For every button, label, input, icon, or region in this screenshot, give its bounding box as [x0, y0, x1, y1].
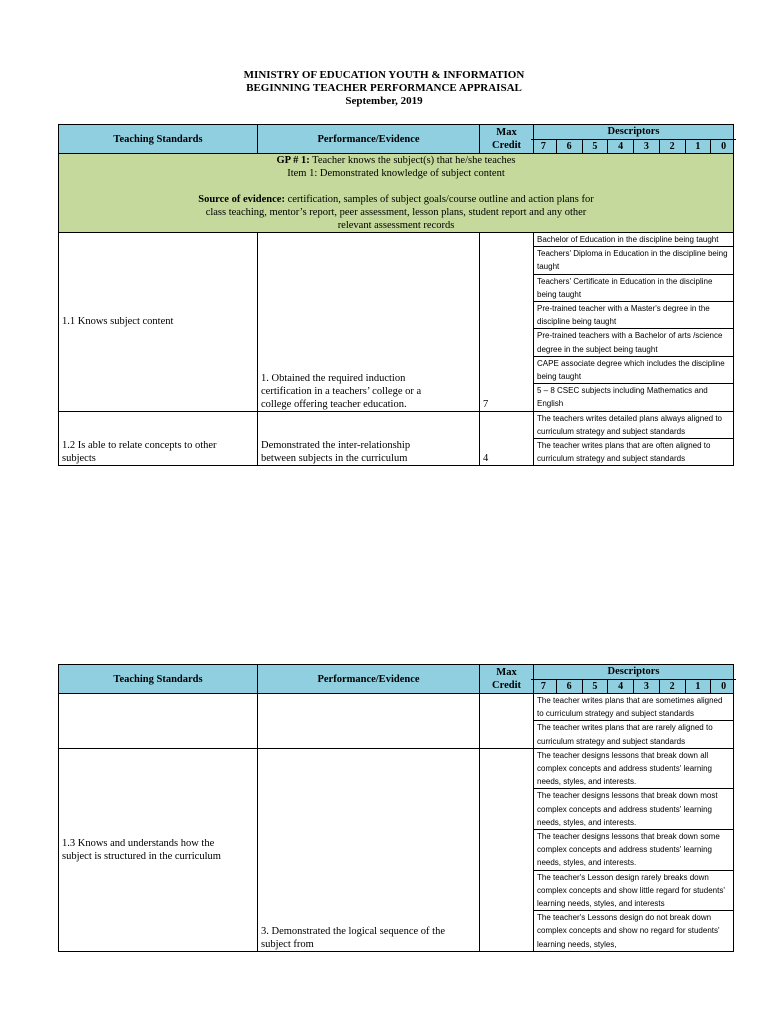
scale-value: 5 [582, 680, 608, 693]
scale-value: 2 [659, 680, 685, 693]
standard-cell [59, 694, 258, 749]
evidence-cell: 3. Demonstrated the logical sequence of the subject from [258, 748, 480, 951]
gp1-text: Teacher knows the subject(s) that he/she teaches [312, 155, 516, 166]
descriptor-item: CAPE associate degree which includes the discipline being taught [534, 357, 733, 384]
scale-value: 5 [582, 140, 608, 153]
table-row [59, 233, 734, 412]
table-row [59, 748, 734, 951]
descriptor-item: The teacher designs lessons that break down most complex concepts and address students' learning needs, styles, and interests. [534, 789, 733, 830]
appraisal-date: September, 2019 [345, 95, 423, 107]
scale-value: 2 [659, 140, 685, 153]
source-text-3: relevant assessment records [337, 220, 455, 231]
ministry-title: MINISTRY OF EDUCATION YOUTH & INFORMATION [243, 69, 525, 81]
scale-value: 1 [685, 140, 711, 153]
scale-value: 7 [540, 141, 546, 152]
standard-cell: 1.1 Knows subject content [59, 233, 258, 412]
standard-cell: 1.3 Knows and understands how the subject is structured in the curriculum [59, 748, 258, 951]
scale-value: 6 [556, 140, 582, 153]
gp1-row [59, 154, 734, 233]
scale-value: 0 [710, 140, 736, 153]
header-teaching-standards: Teaching Standards [59, 125, 258, 154]
credit-cell: 4 [480, 411, 534, 466]
descriptor-item: The teachers writes detailed plans always aligned to curriculum strategy and subject standards [534, 412, 733, 439]
table-header-row [59, 665, 734, 694]
descriptor-item: Pre-trained teacher with a Master's degree in the discipline being taught [534, 302, 733, 329]
credit-cell: 7 [480, 233, 534, 412]
gp1-label: GP # 1: [276, 155, 310, 166]
descriptor-cell [534, 748, 734, 951]
evidence-cell: Demonstrated the inter-relationship between subjects in the curriculum [258, 411, 480, 466]
descriptor-cell [534, 694, 734, 749]
descriptor-item: The teacher writes plans that are rarely aligned to curriculum strategy and subject standards [537, 723, 713, 746]
descriptor-item: 5 – 8 CSEC subjects including Mathematics and English [537, 386, 708, 409]
scale-value: 3 [633, 140, 659, 153]
document-heading [0, 69, 768, 108]
descriptor-cell [534, 411, 734, 466]
descriptor-item: Pre-trained teachers with a Bachelor of arts /science degree in the subject being taught [534, 329, 733, 356]
source-text: certification, samples of subject goals/course outline and action plans for [287, 194, 594, 205]
credit-cell [480, 694, 534, 749]
gp1-item: Item 1: Demonstrated knowledge of subject content [287, 168, 505, 179]
table-row [59, 411, 734, 466]
header-descriptors [534, 125, 734, 154]
scale-value: 6 [556, 680, 582, 693]
scale-value: 7 [540, 681, 546, 692]
evidence-cell: 1. Obtained the required induction certification in a teachers’ college or a college offering teacher education. [258, 233, 480, 412]
scale-value: 1 [685, 680, 711, 693]
scale-value: 4 [607, 680, 633, 693]
standard-cell: 1.2 Is able to relate concepts to other subjects [59, 411, 258, 466]
appraisal-table-2 [58, 664, 734, 952]
source-label: Source of evidence: [198, 194, 285, 205]
header-max-credit: Max Credit [480, 665, 534, 694]
descriptor-scale [531, 139, 736, 153]
scale-value: 4 [607, 140, 633, 153]
gp1-cell [59, 154, 734, 233]
descriptor-item: The teacher's Lesson design rarely breaks down complex concepts and show little regard for students' learning needs, styles, and interests [534, 871, 733, 912]
descriptor-item: The teacher designs lessons that break down some complex concepts and address students' learning needs, styles, and interests. [534, 830, 733, 871]
header-max-credit: Max Credit [480, 125, 534, 154]
descriptor-item: Bachelor of Education in the discipline being taught [534, 233, 733, 247]
appraisal-table-1 [58, 124, 734, 466]
header-descriptors [534, 665, 734, 694]
descriptor-item: Teachers' Diploma in Education in the discipline being taught [534, 247, 733, 274]
descriptors-title: Descriptors [607, 666, 660, 677]
descriptor-scale [531, 679, 736, 693]
scale-value: 3 [633, 680, 659, 693]
evidence-cell [258, 694, 480, 749]
scale-value: 0 [710, 680, 736, 693]
table-header-row [59, 125, 734, 154]
appraisal-title: BEGINNING TEACHER PERFORMANCE APPRAISAL [246, 82, 522, 94]
header-performance-evidence: Performance/Evidence [258, 125, 480, 154]
credit-cell [480, 748, 534, 951]
descriptor-item: Teachers' Certificate in Education in the discipline being taught [534, 275, 733, 302]
table-row [59, 694, 734, 749]
descriptors-title: Descriptors [607, 126, 660, 137]
descriptor-item: The teacher's Lessons design do not break down complex concepts and show no regard for students' learning needs, styles, [537, 913, 720, 949]
header-performance-evidence: Performance/Evidence [258, 665, 480, 694]
header-teaching-standards: Teaching Standards [59, 665, 258, 694]
descriptor-item: The teacher writes plans that are sometimes aligned to curriculum strategy and subject standards [534, 694, 733, 721]
descriptor-item: The teacher writes plans that are often aligned to curriculum strategy and subject standards [537, 441, 711, 464]
source-text-2: class teaching, mentor’s report, peer assessment, lesson plans, student report and any other [205, 207, 587, 218]
descriptor-item: The teacher designs lessons that break down all complex concepts and address students' learning needs, styles, and interests. [534, 749, 733, 790]
descriptor-cell [534, 233, 734, 412]
